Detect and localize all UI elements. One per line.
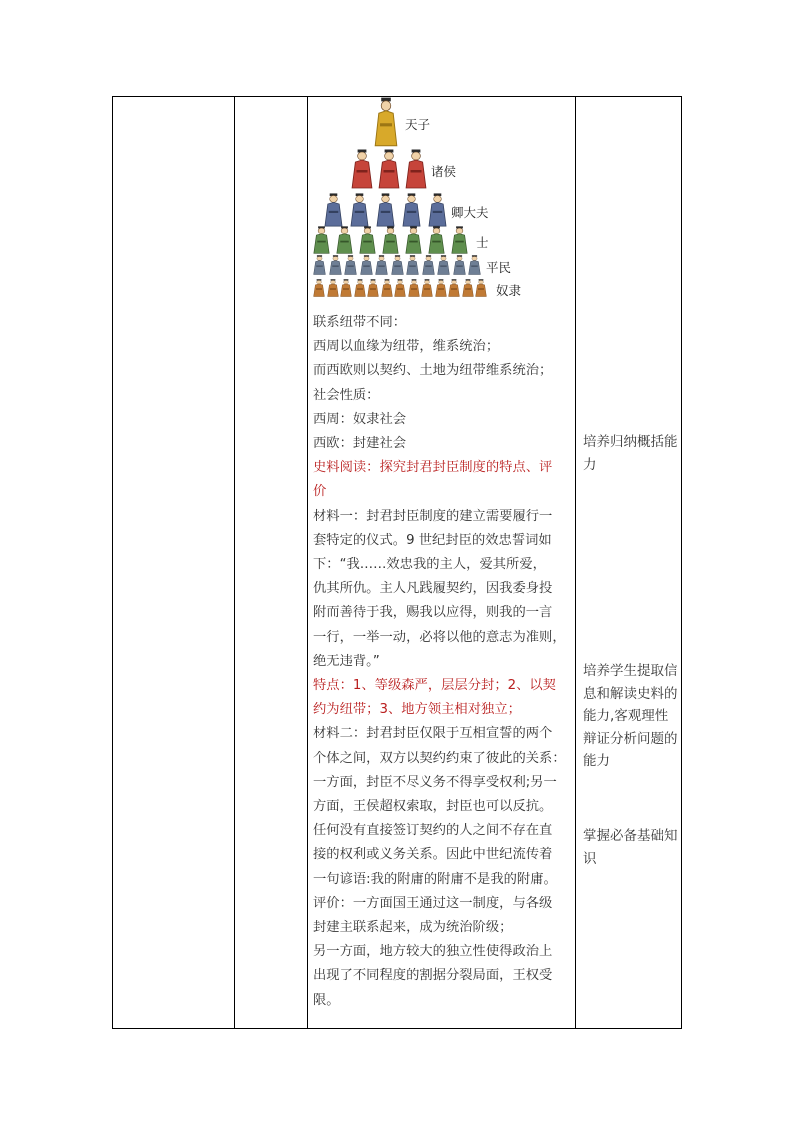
table-row	[113, 97, 682, 1029]
text-line: 西周以血缘为纽带，维系统治；	[313, 339, 500, 355]
person-figure-icon	[437, 255, 450, 275]
person-figure-icon	[402, 193, 421, 227]
goal-analysis: 培养学生提取信息和解读史料的能力,客观理性辩证分析问题的能力	[583, 663, 678, 769]
goals-cell	[576, 97, 682, 1029]
person-figure-icon	[406, 255, 419, 275]
person-figure-icon	[405, 226, 422, 254]
person-figure-icon	[350, 193, 369, 227]
pyramid-tier	[351, 149, 427, 189]
feature-3: 3、地方领主相对独立；	[379, 702, 521, 718]
features-line	[313, 674, 571, 698]
person-figure-icon	[394, 279, 406, 297]
text-line: 材料二：封君封臣仅限于互相宣誓的两个	[313, 726, 553, 742]
person-figure-icon	[340, 279, 352, 297]
person-figure-icon	[344, 255, 357, 275]
person-figure-icon	[360, 255, 373, 275]
person-figure-icon	[367, 279, 379, 297]
text-line: 出现了不同程度的割据分裂局面，王权受	[313, 968, 553, 984]
pyramid-tier-label: 士	[476, 235, 489, 250]
text-line: 一句谚语:我的附庸的附庸不是我的附庸。	[313, 871, 557, 887]
person-figure-icon	[382, 226, 399, 254]
text-line: 接的权利或义务关系。因此中世纪流传着	[313, 847, 553, 863]
person-figure-icon	[381, 279, 393, 297]
section-heading: 史料阅读：探究封君封臣制度的特点、评	[313, 460, 553, 476]
text-line: 下：“我……效忠我的主人，爱其所爱，	[313, 557, 546, 573]
person-figure-icon	[421, 279, 433, 297]
text-line: 西欧：封建社会	[313, 436, 407, 452]
pyramid-tier	[313, 226, 468, 254]
pyramid-tier	[324, 193, 447, 227]
person-figure-icon	[336, 226, 353, 254]
text-line: 材料一：封君封臣制度的建立需要履行一	[313, 508, 553, 524]
features-label: 特点：	[313, 678, 353, 694]
person-figure-icon	[405, 149, 427, 189]
person-figure-icon	[453, 255, 466, 275]
feature-2: 2、以契	[507, 678, 556, 694]
person-figure-icon	[462, 279, 474, 297]
person-figure-icon	[448, 279, 460, 297]
person-figure-icon	[313, 255, 326, 275]
text-line: 附而善待于我，赐我以应得，则我的一言	[313, 605, 553, 621]
person-figure-icon	[329, 255, 342, 275]
text-line: 套特定的仪式。9 世纪封臣的效忠誓词如	[313, 532, 552, 548]
person-figure-icon	[422, 255, 435, 275]
text-line: 社会性质：	[313, 387, 380, 403]
content-cell	[308, 97, 576, 1029]
text-line: 西周：奴隶社会	[313, 411, 407, 427]
pyramid-tier-label: 诸侯	[431, 164, 457, 179]
person-figure-icon	[468, 255, 481, 275]
person-figure-icon	[313, 279, 325, 297]
pyramid-tier	[313, 255, 481, 275]
person-figure-icon	[375, 255, 388, 275]
lesson-table	[112, 96, 682, 1029]
person-figure-icon	[428, 226, 445, 254]
person-figure-icon	[327, 279, 339, 297]
empty-cell-2	[235, 97, 308, 1029]
person-figure-icon	[324, 193, 343, 227]
person-figure-icon	[359, 226, 376, 254]
text-line: 方面，王侯超权索取，封臣也可以反抗。	[313, 799, 553, 815]
text-line: 联系纽带不同：	[313, 315, 407, 330]
person-figure-icon	[374, 97, 398, 147]
person-figure-icon	[351, 149, 373, 189]
text-line: 仇其所仇。主人凡践履契约，因我委身投	[313, 581, 553, 597]
pyramid-tier	[374, 97, 398, 147]
pyramid-tier-label: 卿大夫	[451, 205, 489, 220]
person-figure-icon	[378, 149, 400, 189]
pyramid-tier	[313, 279, 487, 297]
text-line: 一行，一举一动，必将以他的意志为准则，	[313, 629, 566, 645]
feature-1: 1、等级森严，层层分封；	[352, 678, 508, 694]
pyramid-tier-label: 平民	[486, 260, 512, 275]
text-line: 封建主联系起来，成为统治阶级；	[313, 920, 513, 936]
features-line-cont	[313, 698, 571, 722]
text-line: 评价：一方面国王通过这一制度，与各级	[313, 895, 553, 911]
text-line: 另一方面，地方较大的独立性使得政治上	[313, 944, 553, 960]
text-line: 而西欧则以契约、土地为纽带维系统治；	[313, 363, 553, 379]
text-line: 个体之间，双方以契约约束了彼此的关系：	[313, 750, 566, 766]
pyramid-tier-label: 奴隶	[496, 283, 522, 298]
person-figure-icon	[435, 279, 447, 297]
feature-2-cont: 约为纽带；	[313, 702, 380, 718]
person-figure-icon	[313, 226, 330, 254]
pyramid-tier-label: 天子	[405, 117, 431, 132]
person-figure-icon	[428, 193, 447, 227]
person-figure-icon	[354, 279, 366, 297]
text-line: 任何没有直接签订契约的人之间不存在直	[313, 823, 553, 839]
section-heading-cont: 价	[313, 484, 327, 500]
person-figure-icon	[475, 279, 487, 297]
person-figure-icon	[451, 226, 468, 254]
hierarchy-pyramid-illustration	[313, 97, 571, 311]
text-line: 绝无违背。”	[313, 653, 380, 669]
goal-basics: 掌握必备基础知识	[583, 828, 678, 867]
person-figure-icon	[376, 193, 395, 227]
empty-cell-1	[113, 97, 235, 1029]
goal-summarize: 培养归纳概括能力	[583, 434, 678, 473]
text-line: 限。	[313, 992, 340, 1008]
person-figure-icon	[391, 255, 404, 275]
person-figure-icon	[408, 279, 420, 297]
text-line: 一方面，封臣不尽义务不得享受权利;另一	[313, 774, 557, 790]
